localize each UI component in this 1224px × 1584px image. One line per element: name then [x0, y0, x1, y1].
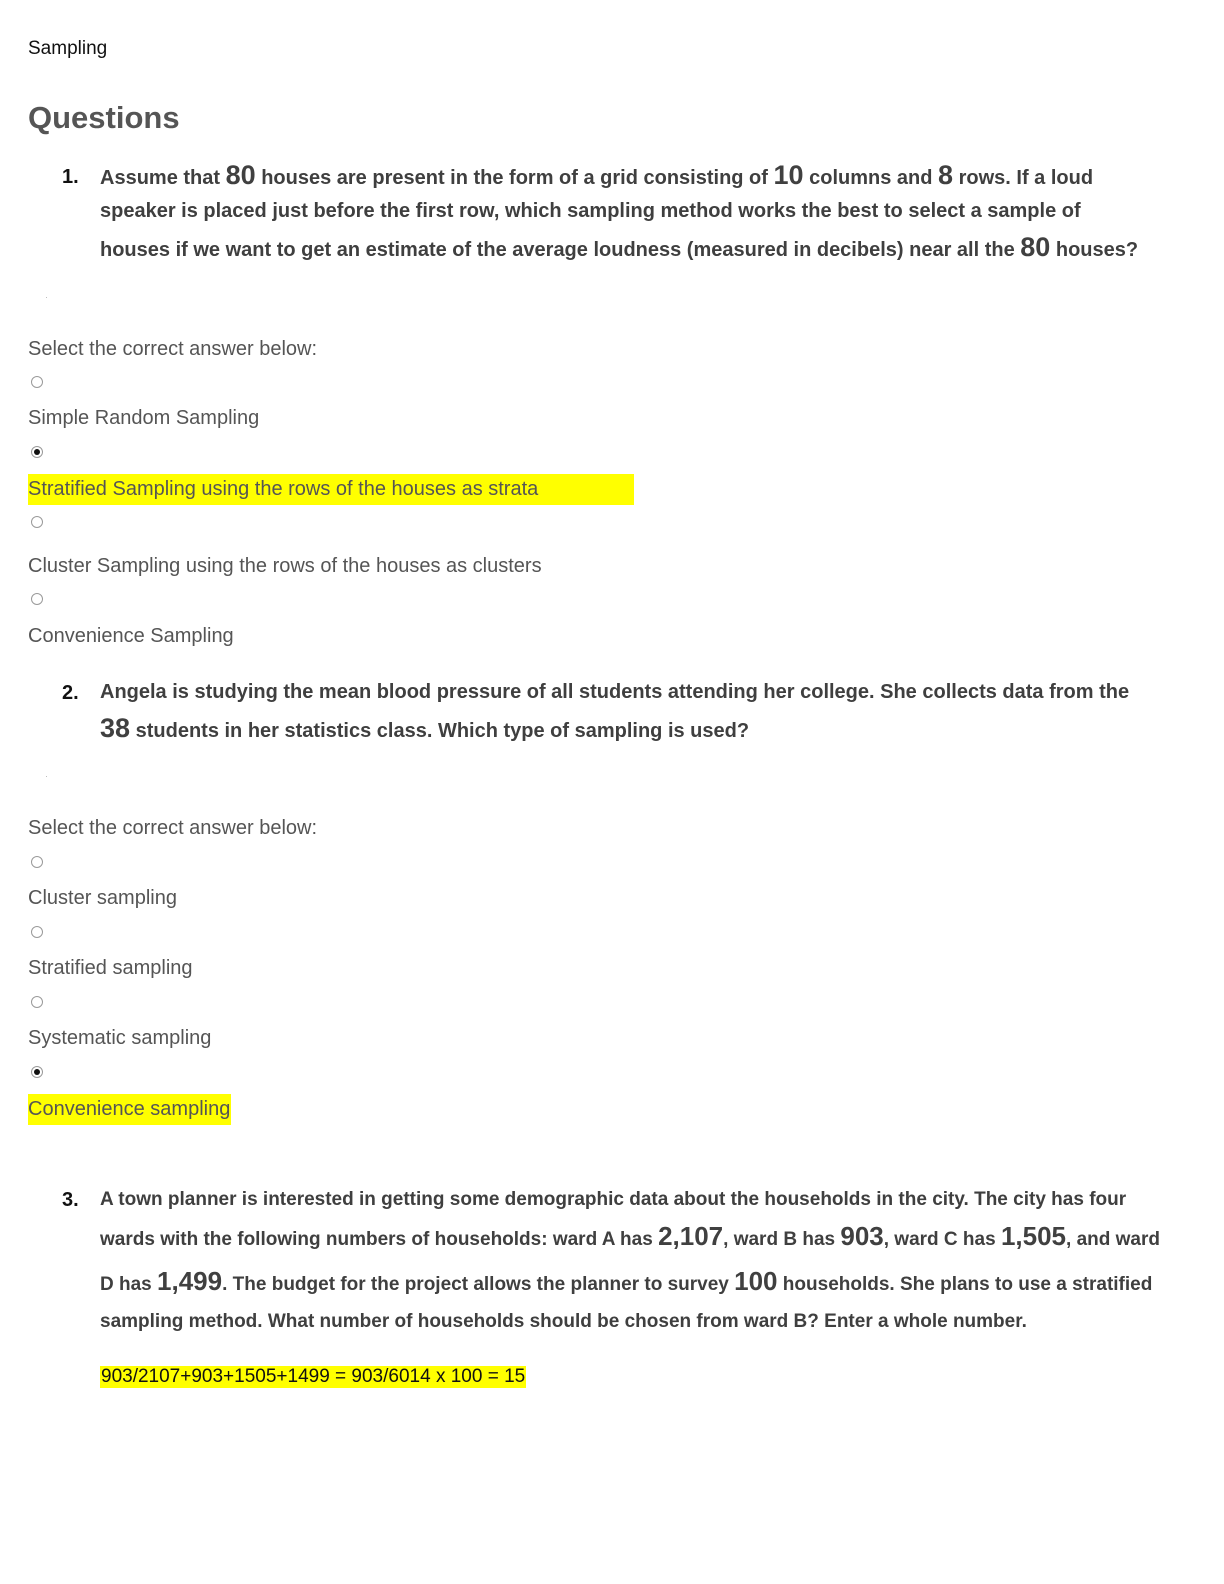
question-2-option-2-label[interactable]: Stratified sampling	[28, 957, 193, 979]
question-2-line-1: Angela is studying the mean blood pressure of all students attending her college. She collects data from the	[100, 681, 1130, 703]
question-number-value: 903	[840, 1221, 884, 1251]
question-1-line-3: houses if we want to get an estimate of the average loudness (measured in decibels) near all the 80 houses?	[100, 232, 1139, 262]
question-1-option-2-radio[interactable]	[31, 446, 43, 458]
question-3-line-2: wards with the following numbers of households: ward A has 2,107, ward B has 903, ward C has 1,505, and ward	[100, 1221, 1160, 1251]
question-number-value: 1,499	[157, 1266, 223, 1296]
question-2-option-3-label[interactable]: Systematic sampling	[28, 1027, 212, 1049]
question-1-option-4-label[interactable]: Convenience Sampling	[28, 625, 234, 647]
question-2-option-3-radio[interactable]	[31, 996, 43, 1008]
question-1-option-3-radio[interactable]	[31, 516, 43, 528]
question-number-value: 38	[100, 713, 131, 743]
section-title: Questions	[28, 100, 180, 135]
question-2-prompt: Select the correct answer below:	[28, 817, 318, 839]
question-2-option-2-radio[interactable]	[31, 926, 43, 938]
question-2-option-4-label[interactable]: Convenience sampling	[28, 1094, 231, 1125]
question-number-value: 100	[734, 1266, 778, 1296]
question-3-line-1: A town planner is interested in getting some demographic data about the households in the city. The city has four	[100, 1189, 1127, 1210]
question-1-line-1: Assume that 80 houses are present in the form of a grid consisting of 10 columns and 8 rows. If a loud	[100, 160, 1094, 190]
question-1-option-1-label[interactable]: Simple Random Sampling	[28, 407, 260, 429]
question-1-option-3-label[interactable]: Cluster Sampling using the rows of the houses as clusters	[28, 555, 542, 577]
page-header-title: Sampling	[28, 38, 108, 59]
question-2-option-1-radio[interactable]	[31, 856, 43, 868]
question-number-value: 2,107	[658, 1221, 724, 1251]
question-number-value: 8	[938, 160, 954, 190]
question-1-option-4-radio[interactable]	[31, 593, 43, 605]
question-1-prompt: Select the correct answer below:	[28, 338, 318, 360]
question-3-number: 3.	[62, 1189, 79, 1211]
question-3-line-3: D has 1,499. The budget for the project allows the planner to survey 100 households. She plans to use a stratified	[100, 1266, 1153, 1296]
spacer-dot	[46, 776, 47, 777]
question-1-line-2: speaker is placed just before the first row, which sampling method works the best to select a sample of	[100, 200, 1081, 222]
question-3-answer: 903/2107+903+1505+1499 = 903/6014 x 100 = 15	[101, 1366, 526, 1387]
question-number-value: 1,505	[1000, 1221, 1067, 1251]
question-2-option-4-radio[interactable]	[31, 1066, 43, 1078]
question-number-value: 80	[225, 160, 256, 190]
question-number-value: 10	[773, 160, 804, 190]
question-2-line-2: 38 students in her statistics class. Which type of sampling is used?	[100, 713, 750, 743]
question-2-number: 2.	[62, 682, 79, 704]
question-2-option-1-label[interactable]: Cluster sampling	[28, 887, 177, 909]
question-1-number: 1.	[62, 166, 79, 188]
question-3-line-4: sampling method. What number of households should be chosen from ward B? Enter a whole number.	[100, 1311, 1027, 1332]
question-1-option-2-label[interactable]: Stratified Sampling using the rows of the houses as strata	[28, 474, 634, 505]
question-number-value: 80	[1020, 232, 1051, 262]
spacer-dot	[46, 297, 47, 298]
question-1-option-1-radio[interactable]	[31, 376, 43, 388]
